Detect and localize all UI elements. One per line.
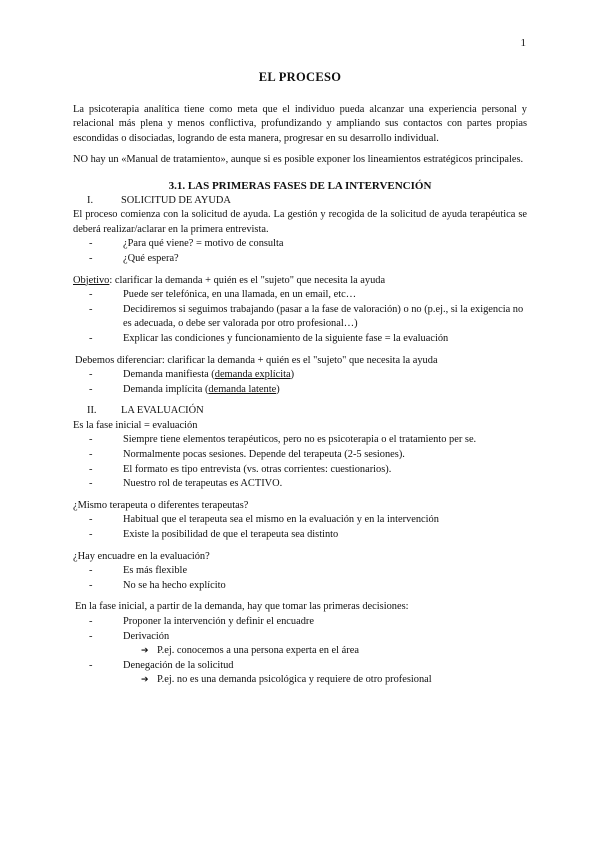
objetivo-text: : clarificar la demanda + quién es el "sujeto" que necesita la ayuda: [109, 274, 386, 286]
part2-title: LA EVALUACIÓN: [121, 405, 204, 417]
part1-title: SOLICITUD DE AYUDA: [121, 194, 231, 206]
question-encuadre-list: [73, 564, 527, 593]
question-terapeuta-list: [73, 513, 527, 542]
denegacion-sublist: [73, 673, 527, 688]
list-item: - Habitual que el terapeuta sea el mismo en la evaluación y en la intervención: [89, 513, 527, 528]
list-item: - ¿Para qué viene? = motivo de consulta: [89, 237, 527, 252]
arrow-item: ➔ P.ej. no es una demanda psicológica y requiere de otro profesional: [141, 673, 527, 688]
list-item: - ¿Qué espera?: [89, 252, 527, 267]
list-item: - Derivación: [89, 630, 527, 645]
list-item: - Nuestro rol de terapeutas es ACTIVO.: [89, 477, 527, 492]
part2-numeral: II.: [87, 405, 97, 417]
demanda-prefix: Demanda implícita (: [123, 383, 209, 395]
objetivo-line: [73, 274, 527, 289]
document-body: [73, 70, 527, 688]
section-title: 3.1. LAS PRIMERAS FASES DE LA INTERVENCIÓN: [168, 179, 432, 192]
list-item: - Proponer la intervención y definir el encuadre: [89, 615, 527, 630]
demanda-suffix: ): [276, 383, 280, 395]
demanda-suffix: ): [290, 369, 295, 381]
decisions-list: [73, 615, 527, 644]
derivacion-sublist: [73, 644, 527, 659]
list-item: [89, 368, 527, 383]
question-encuadre: ¿Hay encuadre en la evaluación?: [73, 550, 210, 562]
list-item: - Siempre tiene elementos terapéuticos, pero no es psicoterapia o el tratamiento per se.: [89, 433, 527, 448]
part2-heading: [73, 404, 527, 419]
diferenciar-line: Debemos diferenciar: clarificar la demanda + quién es el "sujeto" que necesita la ayuda: [75, 354, 438, 366]
part2-intro: Es la fase inicial = evaluación: [73, 419, 198, 431]
list-item: - Explicar las condiciones y funcionamiento de la siguiente fase = la evaluación: [89, 332, 527, 347]
demanda-list: [73, 368, 527, 397]
intro-paragraph-2: NO hay un «Manual de tratamiento», aunque si es posible exponer los lineamientos estratégicos principales.: [73, 154, 524, 166]
demanda-prefix: Demanda manifiesta (: [123, 369, 215, 381]
list-item: - Decidiremos si seguimos trabajando (pasar a la fase de valoración) o no (p.ej., si la exigencia no es adecuada, o debe ser valorada por otro profesional…): [89, 303, 527, 332]
list-item: - Existe la posibilidad de que el terapeuta sea distinto: [89, 528, 527, 543]
list-item: - Puede ser telefónica, en una llamada, en un email, etc…: [89, 288, 527, 303]
decisions-line: En la fase inicial, a partir de la demanda, hay que tomar las primeras decisiones:: [75, 601, 409, 613]
part1-heading: [73, 194, 527, 209]
list-item: - No se ha hecho explícito: [89, 579, 527, 594]
objetivo-list: [73, 288, 527, 346]
intro-paragraph-1: La psicoterapia analítica tiene como meta que el individuo pueda alcanzar una experiencia personal y relacional más plena y menos conflictiva, profundizando y ampliando sus contactos con partes propias escondidas o disociadas, logrando de esta manera, progresar en su desarrollo individual.: [73, 103, 527, 144]
page-title: EL PROCESO: [258, 70, 342, 84]
part1-numeral: I.: [87, 194, 94, 206]
demanda-latente: demanda latente: [208, 383, 277, 395]
arrow-item: ➔ P.ej. conocemos a una persona experta en el área: [141, 644, 527, 659]
objetivo-label: Objetivo: [73, 274, 110, 286]
list-item: [89, 383, 527, 398]
list-item: - Es más flexible: [89, 564, 527, 579]
page-number: 1: [520, 37, 526, 49]
list-item: - Normalmente pocas sesiones. Depende del terapeuta (2-5 sesiones).: [89, 448, 527, 463]
list-item: - Denegación de la solicitud: [89, 659, 527, 674]
demanda-explicita: demanda explícita: [214, 369, 291, 381]
list-item: - El formato es tipo entrevista (vs. otras corrientes: cuestionarios).: [89, 463, 527, 478]
question-terapeuta: ¿Mismo terapeuta o diferentes terapeutas?: [73, 499, 249, 511]
part2-list: [73, 433, 527, 491]
part1-text: El proceso comienza con la solicitud de ayuda. La gestión y recogida de la solicitud de ayuda terapéutica se deberá realizar/aclarar en la primera entrevista.: [73, 209, 527, 235]
part1-list: [73, 237, 527, 266]
decisions-list-2: [73, 659, 527, 674]
